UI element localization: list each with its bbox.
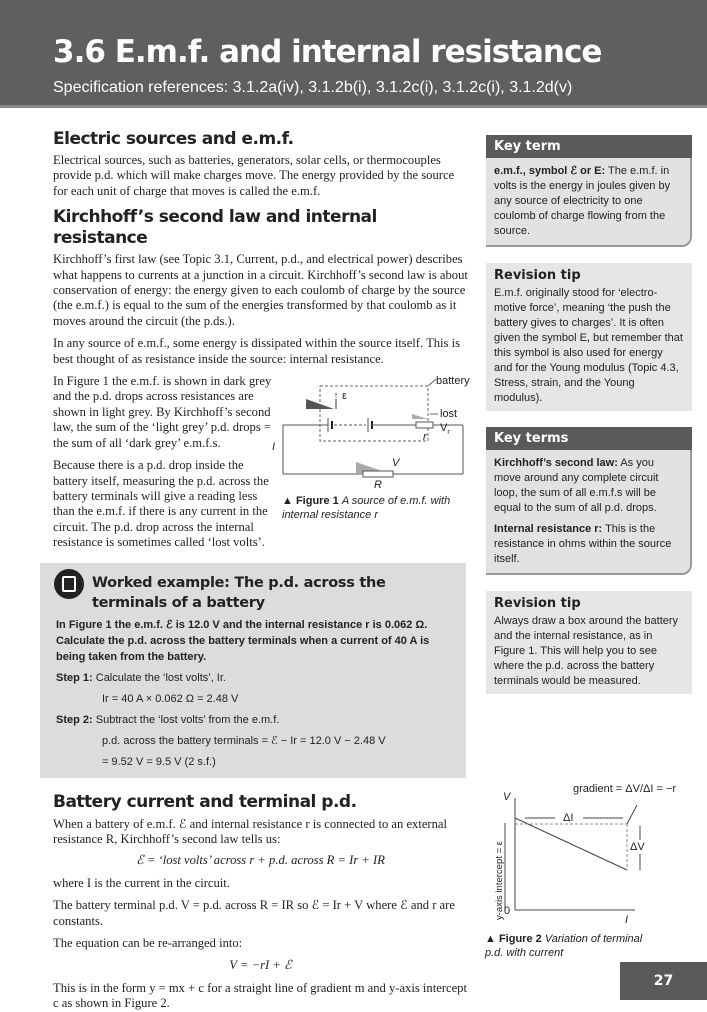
gradient-label: gradient = ΔV/ΔI = −r [573, 783, 677, 795]
lost-volts-label: lost $V_r$ [440, 408, 458, 437]
step-2: Step 2: Subtract the ‘lost volts’ from the e.m.f. [56, 713, 280, 726]
equation-1: ℰ = ‘lost volts’ across r + p.d. across R = Ir + IR [136, 853, 385, 868]
revision-tip-title: Revision tip [494, 268, 581, 283]
paragraph: where I is the current in the circuit. [53, 875, 230, 890]
page-title: 3.6 E.m.f. and internal resistance [53, 34, 602, 70]
worked-example-box [40, 563, 466, 778]
key-term-definition: The e.m.f. in volts is the energy in joules given by any source of electricity to one coulomb of charge flowing from the source. [494, 165, 671, 237]
delta-i-label: ΔI [563, 812, 574, 824]
revision-tip-title: Revision tip [494, 596, 581, 611]
origin-label: 0 [504, 905, 511, 917]
key-terms-box [486, 427, 692, 575]
key-term-box [486, 135, 692, 247]
step-1: Step 1: Calculate the ‘lost volts’, Ir. [56, 671, 226, 684]
battery-label: battery [436, 375, 470, 388]
figure-1 [272, 374, 470, 524]
step-2-calc: p.d. across the battery terminals = ℰ − Ir = 12.0 V − 2.48 V [102, 734, 386, 747]
i-axis-label: I [625, 914, 629, 926]
revision-tip-box [486, 591, 692, 694]
intercept-label: y-axis intercept = ε [494, 841, 505, 920]
terminal-pd-graph [485, 778, 695, 928]
section-heading: Battery current and terminal p.d. [53, 791, 357, 812]
revision-tip-text: E.m.f. originally stood for ‘electro-motive force’, meaning ‘the push the battery gives to charges’. It is often given the symbol E, but remember that this symbol is also used for energy and for the Young modulus (Topic 4.3, Stress, strain, and the Young modulus). [494, 287, 683, 404]
calculator-icon [54, 569, 84, 599]
v-axis-label: V [503, 791, 511, 803]
key-term: e.m.f., symbol ℰ or E: [494, 165, 606, 177]
main-column [53, 129, 468, 1012]
equation-2: V = −rI + ℰ [229, 958, 292, 973]
v-label: V [392, 457, 400, 470]
key-term-title: Key term [486, 135, 692, 158]
page-number: 27 [620, 962, 707, 1000]
paragraph: This is in the form y = mx + c for a straight line of gradient m and y-axis intercept c as shown in Figure 2. [53, 980, 467, 1011]
chapter-header [0, 0, 707, 108]
paragraph: When a battery of e.m.f. ℰ and internal resistance r is connected to an external resistance R, Kirchhoff’s second law tells us: [53, 816, 448, 846]
R-label: R [374, 479, 382, 492]
key-term-definition: This is the resistance in ohms within the source itself. [494, 523, 672, 565]
figure-1-caption: ▲ Figure 1 A source of e.m.f. with internal resistance r [282, 495, 451, 522]
worked-example-title: Worked example: The p.d. across the terminals of a battery [92, 574, 386, 611]
paragraph: Electrical sources, such as batteries, generators, solar cells, or thermocouples provide p.d. which will make charges move. The energy provided by the source for each unit of charge that moves is called the e.m.f. [53, 153, 455, 198]
key-term: Kirchhoff’s second law: [494, 457, 618, 469]
figure-2-caption: ▲ Figure 2 Variation of terminal p.d. with current [485, 933, 643, 959]
worked-question: In Figure 1 the e.m.f. ℰ is 12.0 V and the internal resistance r is 0.062 Ω. Calculate the p.d. across the battery terminals when a current of 40 A is being taken from the battery. [56, 618, 430, 663]
emf-arrow-icon: ↑ [333, 390, 339, 401]
paragraph: In Figure 1 the e.m.f. is shown in dark grey and the p.d. drops across resistances are shown in light grey. By Kirchhoff’s second law, the sum of the ‘light grey’ p.d. drops = the sum of all ‘dark grey’ e.m.f.s. [53, 374, 272, 450]
paragraph: The battery terminal p.d. V = p.d. across R = IR so ℰ = Ir + V where ℰ and r are constants. [53, 898, 455, 928]
paragraph: Because there is a p.d. drop inside the battery itself, measuring the p.d. across the battery terminals will give a reading less than the e.m.f. if there is any current in the circuit. The p.d. drop across the internal resistance is sometimes called ‘lost volts’. [53, 458, 269, 550]
step-1-calc: Ir = 40 A × 0.062 Ω = 2.48 V [102, 692, 239, 705]
paragraph: Kirchhoff’s first law (see Topic 3.1, Current, p.d., and electrical power) describes what happens to currents at a junction in a circuit. Kirchhoff’s second law is about conservation of energy: the energy given to each coulomb of charge by the source (the e.m.f.) is equal to the sum of the energies transformed by that coulomb as it moves around the circuit (the p.ds.). [53, 252, 468, 328]
delta-v-label: ΔV [630, 841, 645, 853]
figure-2 [485, 778, 695, 968]
key-terms-title: Key terms [486, 427, 692, 450]
spec-references: Specification references: 3.1.2a(iv), 3.1.2b(i), 3.1.2c(i), 3.1.2c(i), 3.1.2d(v) [53, 79, 573, 96]
sidebar [486, 135, 692, 710]
r-label: r [423, 431, 427, 444]
emf-label: ε [342, 390, 347, 403]
revision-tip-box [486, 263, 692, 411]
current-label: I [272, 441, 276, 454]
paragraph: In any source of e.m.f., some energy is dissipated within the source itself. This is best thought of as resistance inside the source: internal resistance. [53, 336, 461, 366]
section-heading: Kirchhoff’s second law and internal resistance [53, 207, 377, 249]
step-2-result: = 9.52 V = 9.5 V (2 s.f.) [102, 755, 216, 768]
key-term-definition: As you move around any complete circuit loop, the sum of all e.m.f.s will be equal to the sum of all p.d. drops. [494, 457, 659, 514]
paragraph: The equation can be re-arranged into: [53, 935, 243, 950]
revision-tip-text: Always draw a box around the battery and the internal resistance, as in Figure 1. This will help you to see where the p.d. across the battery terminals would be measured. [494, 615, 679, 687]
section-heading: Electric sources and e.m.f. [53, 129, 294, 149]
key-term: Internal resistance r: [494, 523, 603, 535]
